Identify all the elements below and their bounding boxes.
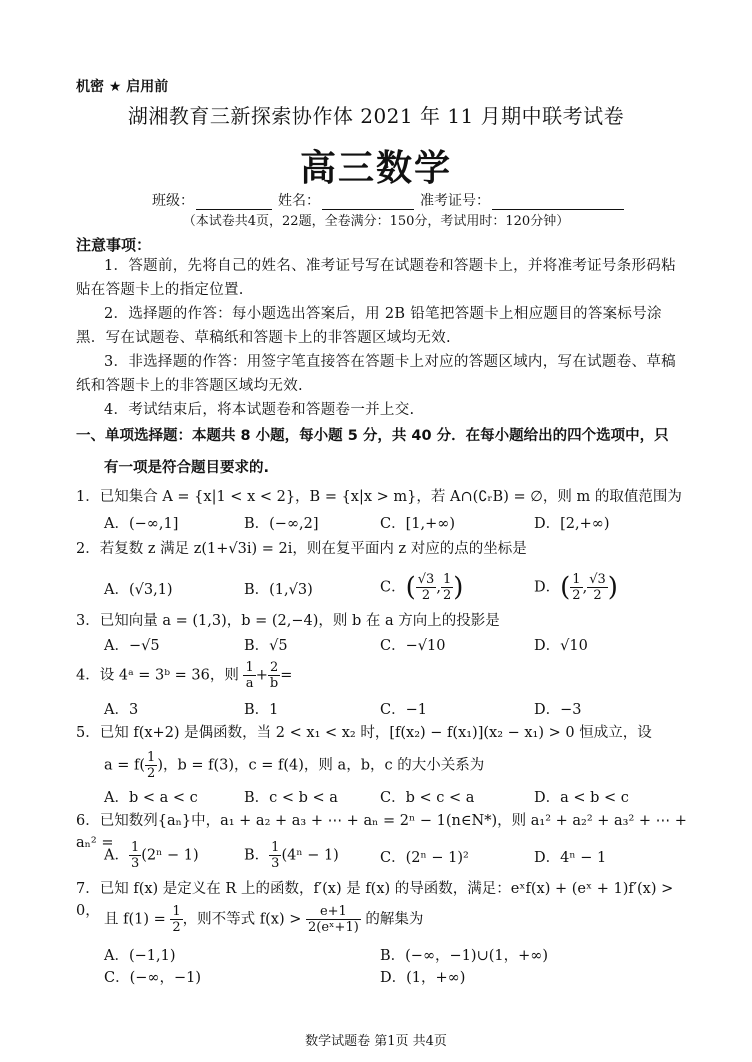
notice-item-4: 4．考试结束后，将本试题卷和答题卷一并上交. bbox=[104, 402, 415, 418]
fraction: $\frac{1}{a}$ bbox=[245, 660, 254, 691]
question-7: 7．已知 f(x) 是定义在 R 上的函数，f′(x) 是 f(x) 的导函数，满足：eˣf(x) + (eˣ + 1)f′(x) > 0， bbox=[76, 881, 674, 919]
question-2: 2．若复数 z 满足 z(1+√3i) = 2i，则在复平面内 z 对应的点的坐标是 bbox=[76, 541, 527, 557]
option-d: D．(1，+∞) bbox=[380, 970, 466, 986]
question-6: 6．已知数列{aₙ}中，a₁ + a₂ + a₃ + ⋯ + aₙ = 2ⁿ − 1(n∈N*)，则 a₁² + a₂² + a₃² + ⋯ + aₙ² = bbox=[76, 813, 687, 851]
exam-title: 湖湘教育三新探索协作体 2021 年 11 月期中联考试卷 bbox=[127, 104, 625, 128]
fraction: $\frac{√3}{2}$ bbox=[589, 572, 606, 603]
option-a: A． $\frac{1}{3}$ (2ⁿ − 1) bbox=[104, 840, 199, 871]
name-blank bbox=[322, 195, 414, 210]
fraction: $\frac{1}{2}$ bbox=[147, 750, 156, 781]
option-b: B．c < b < a bbox=[244, 790, 338, 806]
option-c: C．−1 bbox=[380, 702, 427, 718]
question-5-options bbox=[104, 786, 704, 808]
question-1-options bbox=[104, 512, 704, 534]
question-6-options bbox=[104, 840, 704, 872]
question-7-options-row1 bbox=[104, 944, 704, 966]
exam-note: （本试卷共4页，22题，全卷满分：150分，考试用时：120分钟） bbox=[182, 214, 570, 229]
option-d: D．( $\frac{1}{2}$ , $\frac{√3}{2}$ ) bbox=[534, 572, 618, 603]
class-blank bbox=[196, 195, 272, 210]
question-5-line2: a = f( $\frac{1}{2}$ )，b = f(3)，c = f(4)，则 a，b，c 的大小关系为 bbox=[104, 750, 485, 781]
option-a: A．(−1,1) bbox=[104, 948, 176, 964]
notice-title: 注意事项： bbox=[76, 236, 152, 254]
option-b: B．1 bbox=[244, 702, 279, 718]
option-a: A．b < a < c bbox=[104, 790, 198, 806]
id-label: 准考证号： bbox=[420, 193, 490, 209]
option-c: C．(−∞，−1) bbox=[104, 970, 202, 986]
option-c: C．−√10 bbox=[380, 638, 446, 654]
option-a: A．3 bbox=[104, 702, 139, 718]
section-heading-line1: 一、单项选择题：本题共 8 小题，每小题 5 分，共 40 分．在每小题给出的四个选项中，只 bbox=[76, 428, 669, 444]
fraction: $\frac{e+1}{\text{2(eˣ+1)}}$ bbox=[308, 904, 359, 935]
question-3-options bbox=[104, 634, 704, 656]
option-d: D．[2,+∞) bbox=[534, 516, 610, 532]
secret-label: 机密 ★ 启用前 bbox=[76, 79, 169, 95]
option-c: C．( $\frac{√3}{2}$ , $\frac{1}{2}$ ) bbox=[380, 572, 464, 603]
question-2-options bbox=[104, 572, 704, 606]
fraction: $\frac{1}{2}$ bbox=[442, 572, 452, 603]
option-b: B．√5 bbox=[244, 638, 288, 654]
student-info-line bbox=[152, 190, 630, 210]
option-d: D．4ⁿ − 1 bbox=[534, 850, 607, 866]
option-d: D．−3 bbox=[534, 702, 582, 718]
notice-item-3: 3．非选择题的作答：用签字笔直接答在答题卡上对应的答题区域内，写在试题卷、草稿纸和答题卡上的非答题区域均无效. bbox=[76, 354, 676, 394]
fraction: $\frac{1}{2}$ bbox=[572, 572, 581, 603]
question-7-line2: 且 f(1) = $\frac{1}{2}$ ，则不等式 f(x) > $\frac{e+1}{\text{2(eˣ+1)}}$ 的解集为 bbox=[104, 904, 424, 935]
class-label: 班级： bbox=[152, 193, 194, 209]
fraction: $\frac{1}{3}$ bbox=[271, 840, 280, 871]
option-a: A．−√5 bbox=[104, 638, 160, 654]
option-a: A．(√3,1) bbox=[104, 582, 173, 598]
option-b: B．(−∞,2] bbox=[244, 516, 319, 532]
option-b: B．(1,√3) bbox=[244, 582, 313, 598]
option-d: D．√10 bbox=[534, 638, 588, 654]
option-a: A．(−∞,1] bbox=[104, 516, 179, 532]
question-1: 1．已知集合 A = {x|1 < x < 2}，B = {x|x > m}，若 A∩(∁ᵣB) = ∅，则 m 的取值范围为 bbox=[76, 489, 682, 505]
option-c: C．[1,+∞) bbox=[380, 516, 455, 532]
id-blank bbox=[492, 195, 624, 210]
option-d: D．a < b < c bbox=[534, 790, 629, 806]
question-4: 4．设 4ᵃ = 3ᵇ = 36，则 $\frac{1}{a}$ + $\frac{2}{b}$ = bbox=[76, 660, 293, 691]
question-5: 5．已知 f(x+2) 是偶函数，当 2 < x₁ < x₂ 时，[f(x₂) − f(x₁)](x₂ − x₁) > 0 恒成立，设 bbox=[76, 725, 652, 741]
subject-title: 高三数学 bbox=[299, 148, 452, 189]
option-c: C．b < c < a bbox=[380, 790, 475, 806]
question-7-options-row2 bbox=[104, 966, 704, 988]
notice-item-1: 1．答题前，先将自己的姓名、准考证号写在试题卷和答题卡上，并将准考证号条形码粘贴在答题卡上的指定位置. bbox=[76, 258, 676, 298]
option-c: C．(2ⁿ − 1)² bbox=[380, 850, 469, 866]
fraction: $\frac{√3}{2}$ bbox=[417, 572, 435, 603]
question-3: 3．已知向量 a = (1,3)，b = (2,−4)，则 b 在 a 方向上的投影是 bbox=[76, 613, 500, 629]
page-footer: 数学试题卷 第1页 共4页 bbox=[305, 1034, 447, 1049]
option-b: B．(−∞，−1)∪(1，+∞) bbox=[380, 948, 548, 964]
option-b: B． $\frac{1}{3}$ (4ⁿ − 1) bbox=[244, 840, 339, 871]
fraction: $\frac{2}{b}$ bbox=[269, 660, 279, 691]
question-4-options bbox=[104, 698, 704, 720]
section-heading-line2: 有一项是符合题目要求的. bbox=[104, 460, 270, 476]
notice-item-2: 2．选择题的作答：每小题选出答案后，用 2B 铅笔把答题卡上相应题目的答案标号涂黑．写在试题卷、草稿纸和答题卡上的非答题区域均无效. bbox=[76, 306, 662, 346]
fraction: $\frac{1}{2}$ bbox=[172, 904, 181, 935]
name-label: 姓名： bbox=[278, 193, 320, 209]
fraction: $\frac{1}{3}$ bbox=[130, 840, 140, 871]
